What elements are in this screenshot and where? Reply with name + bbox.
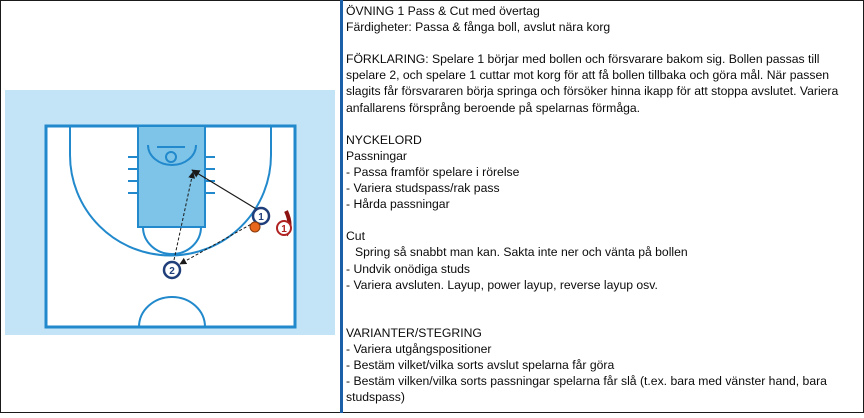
exercise-description [346,3,860,411]
exercise-explanation: FÖRKLARING: Spelare 1 börjar med bollen och försvarare bakom sig. Bollen passas till spelare 2, och spelare 1 cuttar mot korg för att få bollen tillbaka och göra mål. När passen slagits får försvararen börja springa och försöker hinna ikapp för att stoppa avslutet. Variera anfallarens försprång beroende på spelarnas förmåga. [346,52,839,115]
panel-divider [340,0,343,413]
keywords-group-1-title: Passningar [346,148,407,163]
key-paint [138,126,205,227]
variant-item: - Bestäm vilket/vilka sorts avslut spelarna får göra [346,358,615,373]
keyword-item: - Variera avsluten. Layup, power layup, reverse layup osv. [346,277,658,292]
variants-heading: VARIANTER/STEGRING [346,325,482,340]
attacker-2-label: 2 [169,266,175,277]
keyword-item: - Passa framför spelare i rörelse [346,164,520,179]
spacer [346,212,860,228]
spacer [346,309,860,325]
keyword-item: - Hårda passningar [346,197,450,212]
keywords-group-2-title: Cut [346,229,365,244]
spacer [346,35,860,51]
court-svg [0,0,340,413]
spacer [346,293,860,309]
keyword-item: Spring så snabbt man kan. Sakta inte ner och vänta på bollen [355,245,688,260]
ball-icon [250,222,260,232]
variant-item: - Variera utgångspositioner [346,341,492,356]
defender-1-label: 1 [281,224,287,235]
variant-item: - Bestäm vilken/vilka sorts passningar spelarna får slå (t.ex. bara med vänster hand, bara studspass) [346,374,827,405]
keywords-heading: NYCKELORD [346,132,422,147]
keyword-item: - Undvik onödiga studs [346,261,470,276]
exercise-title: ÖVNING 1 Pass & Cut med övertag [346,4,540,18]
court-diagram [0,0,340,413]
keyword-item: - Variera studspass/rak pass [346,181,500,196]
spacer [346,116,860,132]
exercise-skills: Färdigheter: Passa & fånga boll, avslut nära korg [346,20,611,35]
attacker-1-label: 1 [258,212,264,223]
